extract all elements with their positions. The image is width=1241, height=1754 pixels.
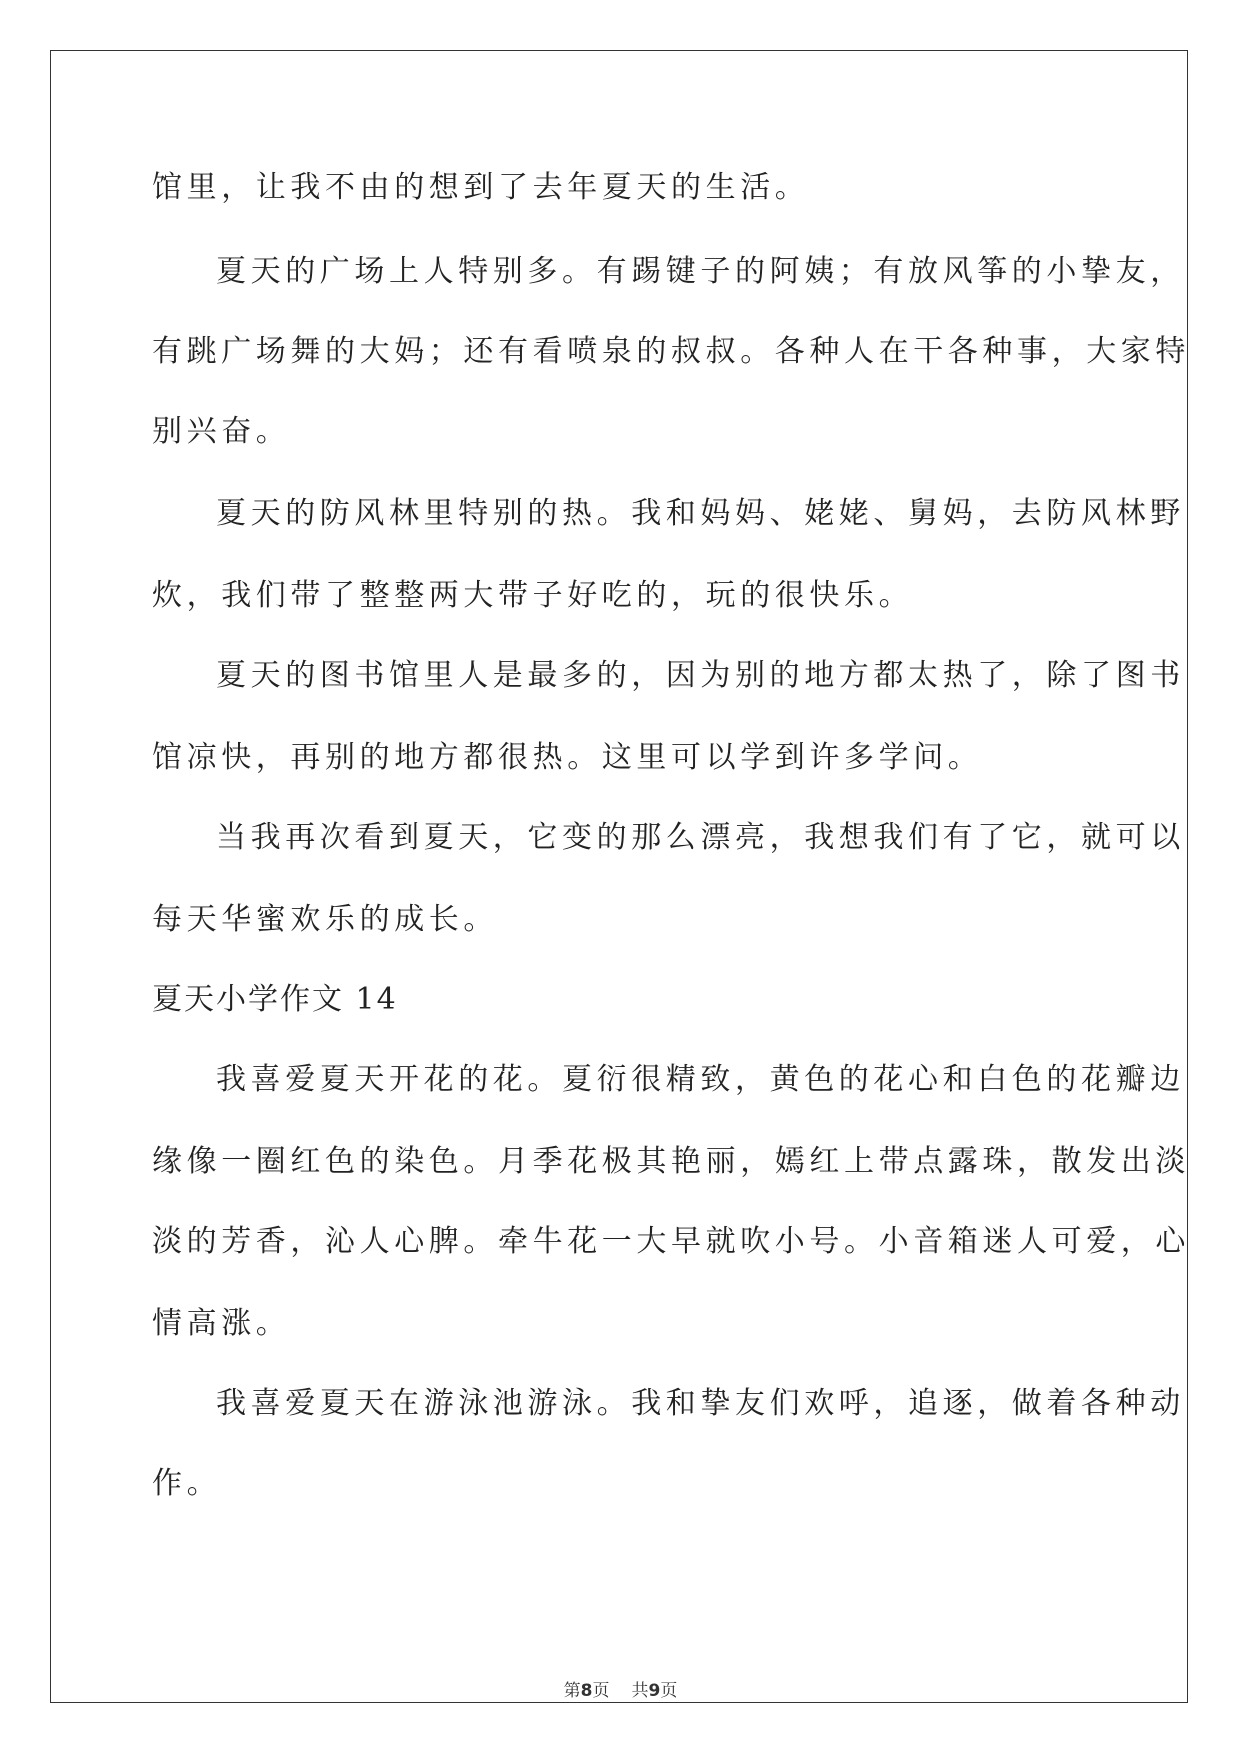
total-prefix: 共 (631, 1681, 649, 1701)
paragraph-first-line: 夏天的图书馆里人是最多的，因为别的地方都太热了，除了图书 (216, 658, 1185, 693)
text-line: 炊，我们带了整整两大带子好吃的，玩的很快乐。 (152, 578, 914, 613)
text-line: 每天华蜜欢乐的成长。 (152, 902, 498, 937)
text-line: 作。 (152, 1466, 222, 1501)
text-line: 有跳广场舞的大妈；还有看喷泉的叔叔。各种人在干各种事，大家特 (152, 334, 1190, 369)
total-pages-number: 9 (648, 1681, 661, 1701)
text-line: 馆凉快，再别的地方都很热。这里可以学到许多学问。 (152, 740, 983, 775)
paragraph-first-line: 我喜爱夏天开花的花。夏衍很精致，黄色的花心和白色的花瓣边 (216, 1062, 1185, 1097)
paragraph-first-line: 当我再次看到夏天，它变的那么漂亮，我想我们有了它，就可以 (216, 820, 1185, 855)
section-heading: 夏天小学作文 14 (152, 982, 398, 1017)
current-page-number: 8 (580, 1681, 593, 1701)
paragraph-first-line: 我喜爱夏天在游泳池游泳。我和挚友们欢呼，追逐，做着各种动 (216, 1386, 1185, 1421)
page-border (50, 50, 1188, 1703)
paragraph-first-line: 夏天的广场上人特别多。有踢键子的阿姨；有放风筝的小挚友， (216, 254, 1185, 289)
text-line: 缘像一圈红色的染色。月季花极其艳丽，嫣红上带点露珠，散发出淡 (152, 1144, 1190, 1179)
text-line: 馆里，让我不由的想到了去年夏天的生活。 (152, 170, 810, 205)
total-suffix: 页 (660, 1681, 678, 1701)
page-prefix: 第 (563, 1681, 581, 1701)
page-footer (0, 1680, 1241, 1702)
text-line: 淡的芳香，沁人心脾。牵牛花一大早就吹小号。小音箱迷人可爱，心 (152, 1224, 1190, 1259)
text-line: 情高涨。 (152, 1306, 291, 1341)
paragraph-first-line: 夏天的防风林里特别的热。我和妈妈、姥姥、舅妈，去防风林野 (216, 496, 1185, 531)
page-suffix: 页 (592, 1681, 610, 1701)
text-line: 别兴奋。 (152, 414, 291, 449)
